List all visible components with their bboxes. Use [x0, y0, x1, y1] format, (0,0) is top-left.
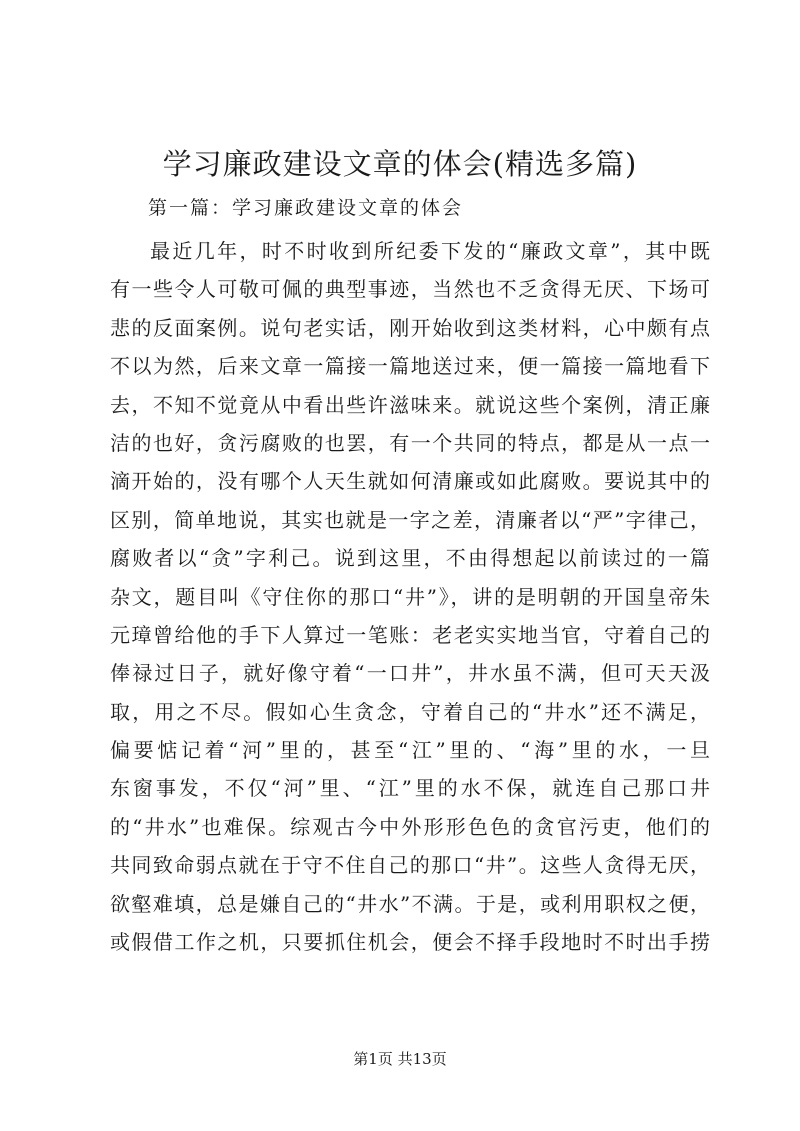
- page-number-footer: 第1页 共13页: [353, 1050, 447, 1068]
- body-line: 元璋曾给他的手下人算过一笔账：老老实实地当官，守着自己的: [110, 622, 710, 647]
- body-line: 不以为然，后来文章一篇接一篇地送过来，便一篇接一篇地看下: [110, 354, 710, 379]
- body-line: 偏要惦记着“河”里的，甚至“江”里的、“海”里的水，一旦: [110, 738, 710, 763]
- body-line: 有一些令人可敬可佩的典型事迹，当然也不乏贪得无厌、下场可: [110, 277, 710, 302]
- body-line: 去，不知不觉竟从中看出些许滋味来。就说这些个案例，清正廉: [110, 392, 710, 417]
- body-line: 的“井水”也难保。综观古今中外形形色色的贪官污吏，他们的: [110, 814, 710, 839]
- body-line: 区别，简单地说，其实也就是一字之差，清廉者以“严”字律己，: [110, 507, 710, 532]
- document-title: 学习廉政建设文章的体会(精选多篇): [162, 147, 638, 181]
- body-line: 取，用之不尽。假如心生贪念，守着自己的“井水”还不满足，: [110, 699, 710, 724]
- body-line: 共同致命弱点就在于守不住自己的那口“井”。这些人贪得无厌，: [110, 853, 710, 878]
- body-line: 滴开始的，没有哪个人天生就如何清廉或如此腐败。要说其中的: [110, 469, 710, 494]
- body-line: 杂文，题目叫《守住你的那口“井”》，讲的是明朝的开国皇帝朱: [110, 584, 710, 609]
- body-line: 悲的反面案例。说句老实话，刚开始收到这类材料，心中颇有点: [110, 315, 710, 340]
- body-text: [110, 232, 710, 961]
- section-heading: 第一篇：学习廉政建设文章的体会: [148, 197, 464, 219]
- body-line: 东窗事发，不仅“河”里、“江”里的水不保，就连自己那口井: [110, 776, 710, 801]
- body-line: 或假借工作之机，只要抓住机会，便会不择手段地时不时出手捞: [110, 930, 710, 955]
- body-line: 俸禄过日子，就好像守着“一口井”，井水虽不满，但可天天汲: [110, 661, 710, 686]
- body-line: 洁的也好，贪污腐败的也罢，有一个共同的特点，都是从一点一: [110, 430, 710, 455]
- body-line: 欲壑难填，总是嫌自己的“井水”不满。于是，或利用职权之便，: [110, 891, 710, 916]
- body-line: 最近几年，时不时收到所纪委下发的“廉政文章”，其中既: [150, 239, 710, 263]
- body-line: 腐败者以“贪”字利己。说到这里，不由得想起以前读过的一篇: [110, 546, 710, 571]
